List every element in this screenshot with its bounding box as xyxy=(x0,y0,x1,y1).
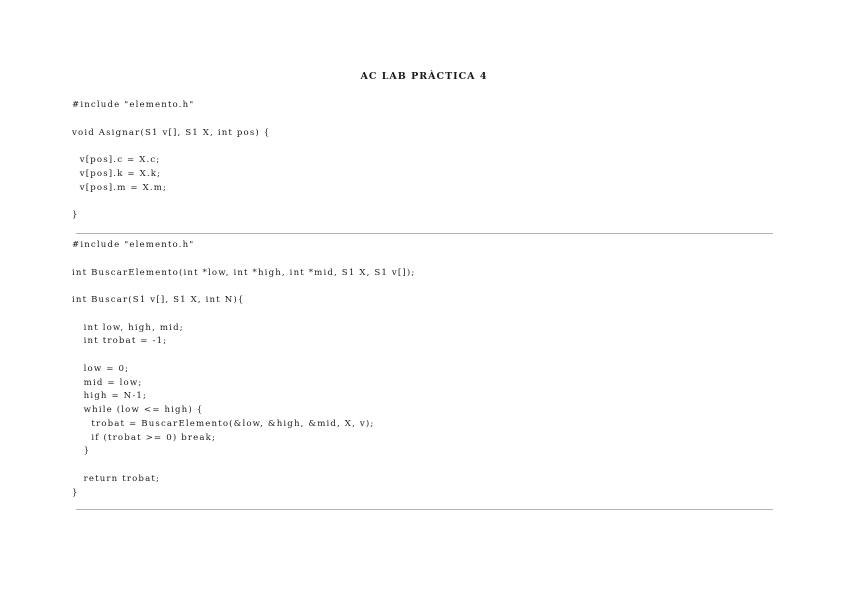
code-line xyxy=(72,308,415,322)
code-line: void Asignar(S1 v[], S1 X, int pos) { xyxy=(72,127,271,138)
code-line: } xyxy=(72,487,79,498)
code-line: v[pos].m = X.m; xyxy=(72,182,168,193)
code-line xyxy=(72,140,270,154)
code-line: int BuscarElemento(int *low, int *high, int *mid, S1 X, S1 v[]); xyxy=(72,267,416,278)
code-line: int low, high, mid; xyxy=(72,322,184,333)
code-line: } xyxy=(72,446,91,457)
code-line xyxy=(72,349,415,363)
code-block-buscar xyxy=(72,239,415,500)
code-line: mid = low; xyxy=(72,377,143,388)
section-divider xyxy=(76,233,773,234)
code-line xyxy=(72,113,270,127)
code-line: v[pos].c = X.c; xyxy=(72,155,161,165)
code-line: while (low <= high) { xyxy=(72,405,204,415)
code-line: } xyxy=(72,210,79,220)
code-line xyxy=(72,195,270,209)
code-line xyxy=(72,253,415,267)
code-line: high = N-1; xyxy=(72,391,148,402)
code-block-asignar xyxy=(72,99,270,223)
code-line xyxy=(72,459,415,473)
code-line: if (trobat >= 0) break; xyxy=(72,432,217,443)
page-title: AC LAB PRÀCTICA 4 xyxy=(360,71,488,82)
code-line: #include "elemento.h" xyxy=(72,100,195,110)
code-line: trobat = BuscarElemento(&low, &high, &mid, X, v); xyxy=(72,418,375,429)
code-line: v[pos].k = X.k; xyxy=(72,168,162,179)
code-line: #include "elemento.h" xyxy=(72,240,195,250)
code-line xyxy=(72,280,415,294)
code-line: int Buscar(S1 v[], S1 X, int N){ xyxy=(72,295,245,305)
code-line: int trobat = -1; xyxy=(72,336,168,347)
code-line: return trobat; xyxy=(72,473,161,484)
section-divider xyxy=(76,509,773,510)
code-line: low = 0; xyxy=(72,363,130,374)
